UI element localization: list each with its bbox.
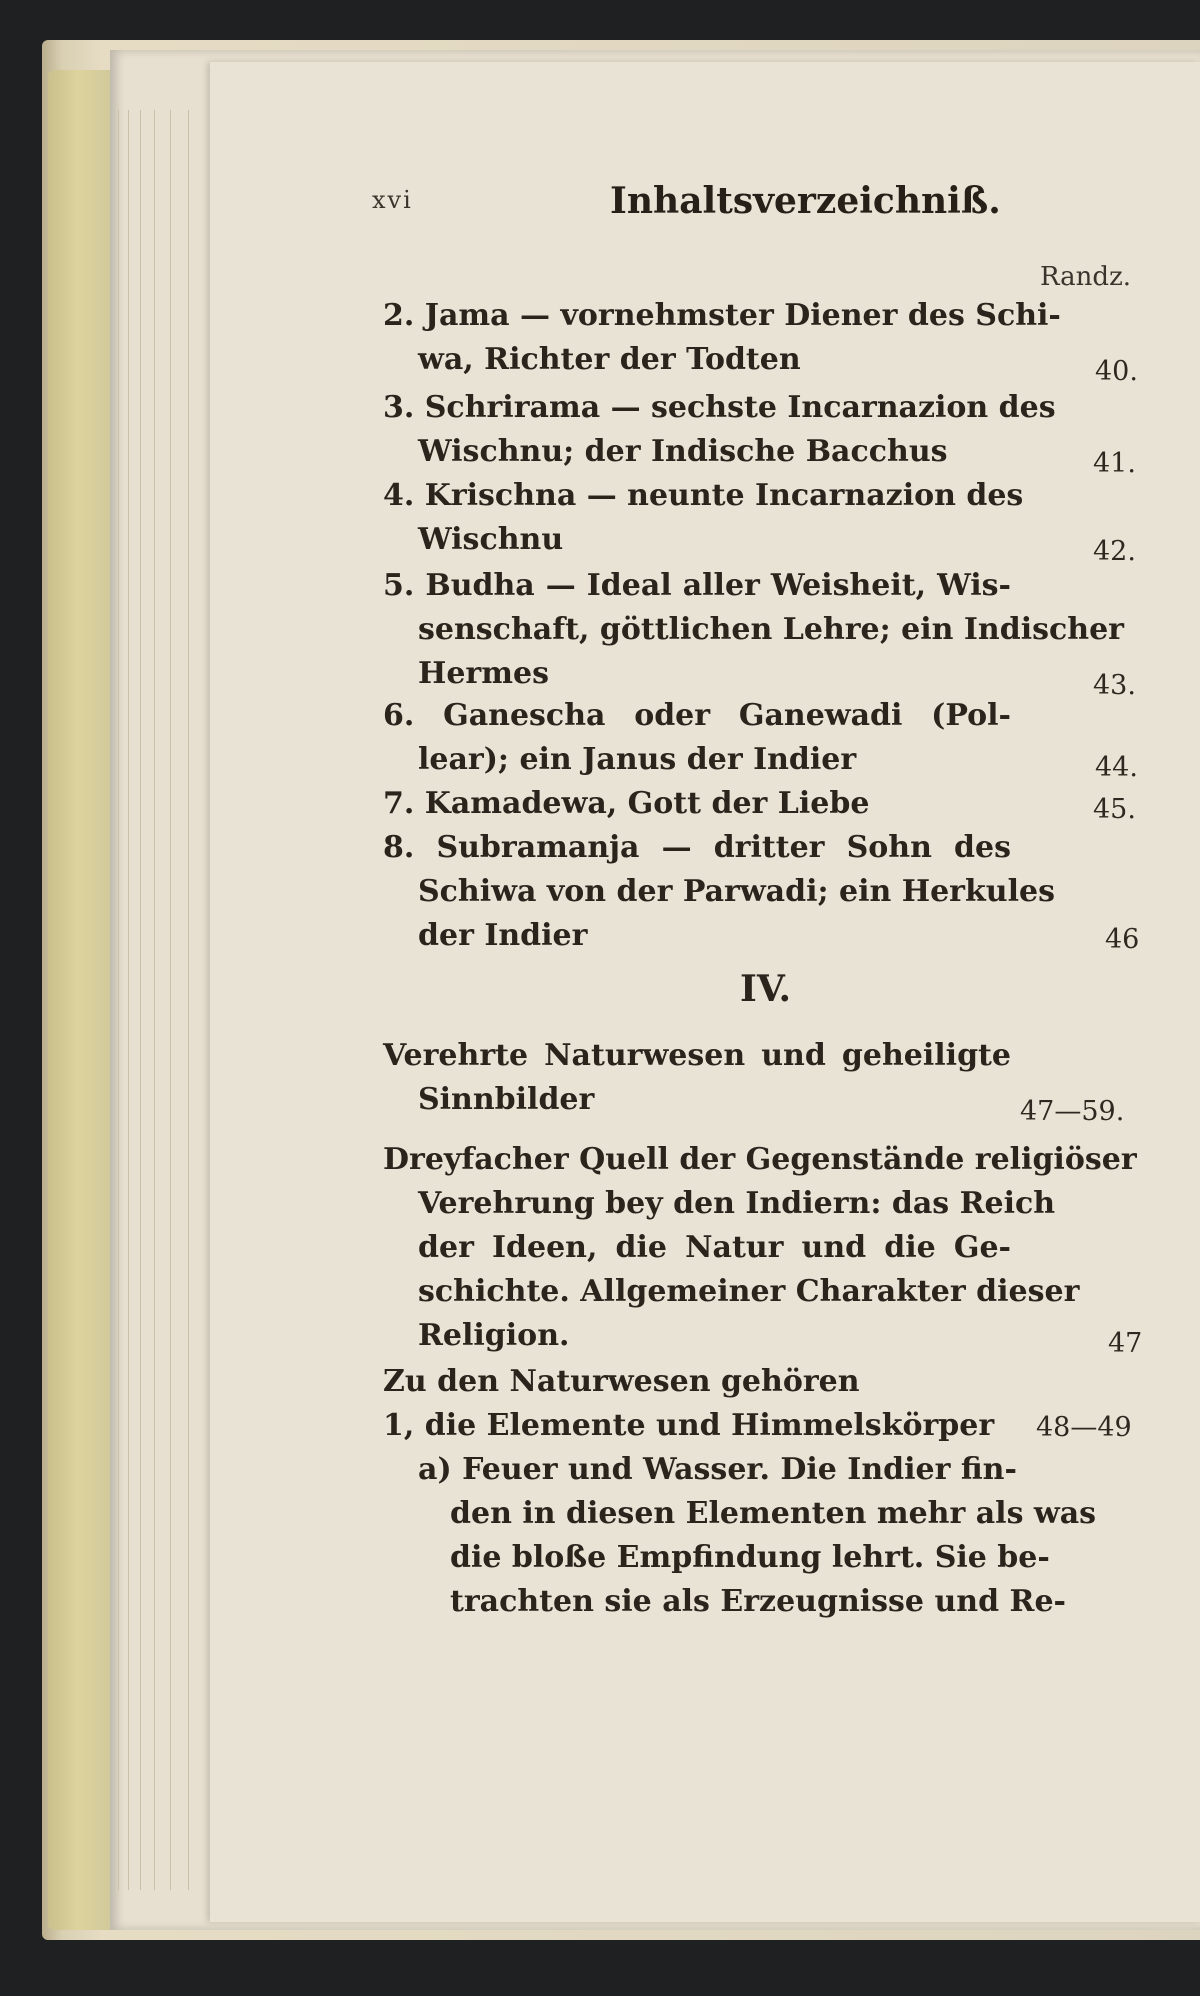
- book-spine: [48, 70, 118, 1930]
- toc-entry-line: Hermes: [418, 656, 549, 691]
- intro-line: Dreyfacher Quell der Gegenstände religiöser: [383, 1142, 1137, 1177]
- section-heading-line: Verehrte Naturwesen und geheiligte: [383, 1038, 1011, 1073]
- item-text-line: a) Feuer und Wasser. Die Indier fin-: [418, 1452, 1017, 1487]
- margin-label: Randz.: [1040, 262, 1132, 292]
- page-header: [372, 180, 1072, 230]
- toc-entry-line: 7. Kamadewa, Gott der Liebe: [383, 786, 870, 821]
- toc-page-ref: 45.: [1093, 794, 1136, 825]
- page-edge-line: [118, 110, 119, 1890]
- page-edge-line: [188, 110, 189, 1890]
- item-text-line: trachten sie als Erzeugnisse und Re-: [450, 1584, 1066, 1619]
- toc-entry-line: wa, Richter der Todten: [418, 342, 801, 377]
- page-edge-line: [128, 110, 129, 1890]
- item-page-range: 48—49: [1036, 1412, 1132, 1443]
- toc-entry-line: 4. Krischna — neunte Incarnazion des: [383, 478, 1024, 513]
- intro-line: Religion.: [418, 1318, 570, 1353]
- page-edge-line: [140, 110, 141, 1890]
- toc-entry-line: lear); ein Janus der Indier: [418, 742, 857, 777]
- book-page: [210, 62, 1200, 1922]
- section-heading-line: Sinnbilder: [418, 1082, 595, 1117]
- toc-entry-line: senschaft, göttlichen Lehre; ein Indischer: [418, 612, 1124, 647]
- toc-entry-line: Schiwa von der Parwadi; ein Herkules: [418, 874, 1055, 909]
- intro-line: schichte. Allgemeiner Charakter dieser: [418, 1274, 1080, 1309]
- page-edge-line: [170, 110, 171, 1890]
- toc-page-ref: 43.: [1093, 670, 1136, 701]
- item-text-line: den in diesen Elementen mehr als was: [450, 1496, 1097, 1531]
- toc-page-ref: 40.: [1095, 356, 1138, 387]
- intro-line: Verehrung bey den Indiern: das Reich: [418, 1186, 1056, 1221]
- toc-entry-line: der Indier: [418, 918, 588, 953]
- toc-page-ref: 41.: [1093, 448, 1136, 479]
- intro-line: der Ideen, die Natur und die Ge-: [418, 1230, 1011, 1265]
- toc-page-ref: 44.: [1095, 752, 1138, 783]
- intro-page-ref: 47: [1108, 1328, 1143, 1359]
- toc-entry-line: Wischnu: [418, 522, 564, 557]
- toc-entry-line: 6. Ganescha oder Ganewadi (Pol-: [383, 698, 1011, 733]
- toc-entry-line: Wischnu; der Indische Bacchus: [418, 434, 948, 469]
- page-edge-line: [154, 110, 155, 1890]
- toc-entry-line: 5. Budha — Ideal aller Weisheit, Wis-: [383, 568, 1011, 603]
- toc-page-ref: 46: [1105, 924, 1140, 955]
- sub-heading: Zu den Naturwesen gehören: [383, 1364, 860, 1399]
- toc-entry-line: 3. Schrirama — sechste Incarnazion des: [383, 390, 1056, 425]
- section-number: IV.: [740, 968, 792, 1010]
- toc-entry-line: 8. Subramanja — dritter Sohn des: [383, 830, 1011, 865]
- item-text-line: die bloße Empfindung lehrt. Sie be-: [450, 1540, 1050, 1575]
- toc-page-ref: 42.: [1093, 536, 1136, 567]
- toc-entry-line: 2. Jama — vornehmster Diener des Schi-: [383, 298, 1061, 333]
- item-heading: 1, die Elemente und Himmelskörper: [383, 1408, 995, 1443]
- section-page-range: 47—59.: [1020, 1096, 1125, 1127]
- page-number: xvi: [372, 186, 413, 214]
- page-title: Inhaltsverzeichniß.: [610, 180, 1001, 222]
